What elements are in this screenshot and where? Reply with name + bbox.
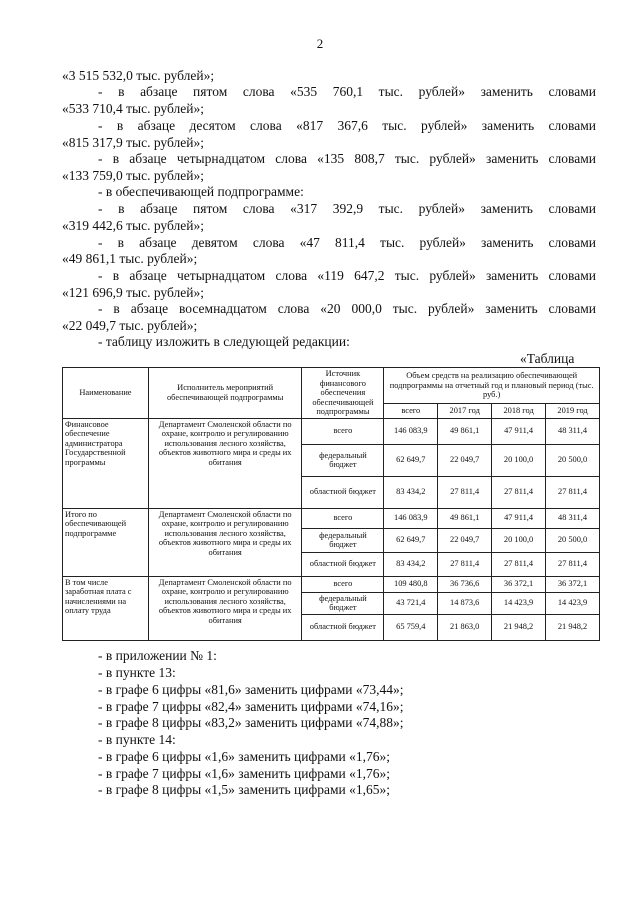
- text-line: - в графе 6 цифры «81,6» заменить цифрами «73,44»;: [98, 682, 404, 697]
- text-line: «3 515 532,0 тыс. рублей»;: [62, 68, 215, 83]
- cell-value: 48 311,4: [546, 418, 600, 444]
- page-number: 2: [316, 36, 324, 51]
- header-year-total: всего: [384, 404, 438, 418]
- header-name: Наименование: [63, 368, 149, 419]
- text-line: - в обеспечивающей подпрограмме:: [98, 184, 304, 199]
- row-source: федеральный бюджет: [302, 592, 384, 614]
- text-line: - в графе 8 цифры «1,5» заменить цифрами «1,65»;: [98, 782, 390, 797]
- header-executor: Исполнитель мероприятий обеспечивающей подпрограммы: [148, 368, 302, 419]
- header-year-2019: 2019 год: [546, 404, 600, 418]
- header-year-2017: 2017 год: [438, 404, 492, 418]
- row-source: федеральный бюджет: [302, 444, 384, 476]
- text-line: «49 861,1 тыс. рублей»;: [62, 251, 198, 266]
- text-line: «133 759,0 тыс. рублей»;: [62, 168, 204, 183]
- cell-value: 109 480,8: [384, 576, 438, 592]
- text-line: - в абзаце пятом слова «317 392,9 тыс. рублей» заменить словами: [98, 201, 596, 216]
- cell-value: 22 049,7: [438, 528, 492, 552]
- text-line: «319 442,6 тыс. рублей»;: [62, 218, 204, 233]
- row-executor: Департамент Смоленской области по охране, контролю и регулированию использования лесного хозяйства, объектов животного мира и среды их обитания: [148, 508, 302, 576]
- cell-value: 27 811,4: [546, 476, 600, 508]
- text-line: - в графе 6 цифры «1,6» заменить цифрами «1,76»;: [98, 749, 390, 764]
- cell-value: 65 759,4: [384, 614, 438, 640]
- text-line: - в абзаце десятом слова «817 367,6 тыс. рублей» заменить словами: [98, 118, 596, 133]
- header-year-2018: 2018 год: [492, 404, 546, 418]
- header-source: Источник финансового обеспечения обеспечивающей подпрограммы: [302, 368, 384, 419]
- row-name: Финансовое обеспечение администратора Государственной программы: [63, 418, 149, 508]
- cell-value: 22 049,7: [438, 444, 492, 476]
- cell-value: 36 372,1: [492, 576, 546, 592]
- text-line: - в абзаце пятом слова «535 760,1 тыс. рублей» заменить словами: [98, 84, 596, 99]
- text-line: - в графе 8 цифры «83,2» заменить цифрами «74,88»;: [98, 715, 404, 730]
- cell-value: 27 811,4: [546, 552, 600, 576]
- text-line: - в абзаце четырнадцатом слова «135 808,7 тыс. рублей» заменить словами: [98, 151, 596, 166]
- row-name: В том числе заработная плата с начислениями на оплату труда: [63, 576, 149, 640]
- cell-value: 21 948,2: [492, 614, 546, 640]
- cell-value: 14 423,9: [492, 592, 546, 614]
- cell-value: 48 311,4: [546, 508, 600, 528]
- text-line: «121 696,9 тыс. рублей»;: [62, 285, 204, 300]
- text-line: - таблицу изложить в следующей редакции:: [98, 334, 350, 349]
- text-line: «22 049,7 тыс. рублей»;: [62, 318, 198, 333]
- text-line: - в пункте 14:: [98, 732, 176, 747]
- row-source: всего: [302, 576, 384, 592]
- cell-value: 20 500,0: [546, 528, 600, 552]
- cell-value: 146 083,9: [384, 508, 438, 528]
- text-line: - в графе 7 цифры «82,4» заменить цифрами «74,16»;: [98, 699, 404, 714]
- cell-value: 62 649,7: [384, 528, 438, 552]
- row-source: всего: [302, 508, 384, 528]
- row-executor: Департамент Смоленской области по охране, контролю и регулированию использования лесного хозяйства, объектов животного мира и среды их обитания: [148, 576, 302, 640]
- text-line: - в приложении № 1:: [98, 648, 217, 663]
- table-caption: «Таблица: [520, 351, 575, 366]
- row-source: федеральный бюджет: [302, 528, 384, 552]
- cell-value: 62 649,7: [384, 444, 438, 476]
- funding-table: [62, 367, 600, 641]
- text-line: - в абзаце восемнадцатом слова «20 000,0 тыс. рублей» заменить словами: [98, 301, 596, 316]
- cell-value: 21 863,0: [438, 614, 492, 640]
- cell-value: 20 100,0: [492, 528, 546, 552]
- text-line: - в пункте 13:: [98, 665, 176, 680]
- cell-value: 43 721,4: [384, 592, 438, 614]
- row-source: областной бюджет: [302, 476, 384, 508]
- cell-value: 47 911,4: [492, 418, 546, 444]
- cell-value: 20 100,0: [492, 444, 546, 476]
- cell-value: 27 811,4: [438, 552, 492, 576]
- cell-value: 83 434,2: [384, 552, 438, 576]
- header-volume: Объем средств на реализацию обеспечивающей подпрограммы на отчетный год и плановый период (тыс. руб.): [384, 368, 600, 404]
- text-line: «533 710,4 тыс. рублей»;: [62, 101, 204, 116]
- cell-value: 27 811,4: [492, 476, 546, 508]
- cell-value: 14 873,6: [438, 592, 492, 614]
- cell-value: 36 372,1: [546, 576, 600, 592]
- row-executor: Департамент Смоленской области по охране, контролю и регулированию использования лесного хозяйства, объектов животного мира и среды их обитания: [148, 418, 302, 508]
- row-source: областной бюджет: [302, 614, 384, 640]
- cell-value: 21 948,2: [546, 614, 600, 640]
- text-line: «815 317,9 тыс. рублей»;: [62, 135, 204, 150]
- cell-value: 27 811,4: [492, 552, 546, 576]
- cell-value: 49 861,1: [438, 508, 492, 528]
- text-line: - в абзаце девятом слова «47 811,4 тыс. рублей» заменить словами: [98, 235, 596, 250]
- cell-value: 14 423,9: [546, 592, 600, 614]
- cell-value: 83 434,2: [384, 476, 438, 508]
- text-line: - в графе 7 цифры «1,6» заменить цифрами «1,76»;: [98, 766, 390, 781]
- cell-value: 36 736,6: [438, 576, 492, 592]
- cell-value: 146 083,9: [384, 418, 438, 444]
- cell-value: 49 861,1: [438, 418, 492, 444]
- cell-value: 20 500,0: [546, 444, 600, 476]
- row-source: всего: [302, 418, 384, 444]
- text-line: - в абзаце четырнадцатом слова «119 647,2 тыс. рублей» заменить словами: [98, 268, 596, 283]
- row-name: Итого по обеспечивающей подпрограмме: [63, 508, 149, 576]
- cell-value: 27 811,4: [438, 476, 492, 508]
- row-source: областной бюджет: [302, 552, 384, 576]
- cell-value: 47 911,4: [492, 508, 546, 528]
